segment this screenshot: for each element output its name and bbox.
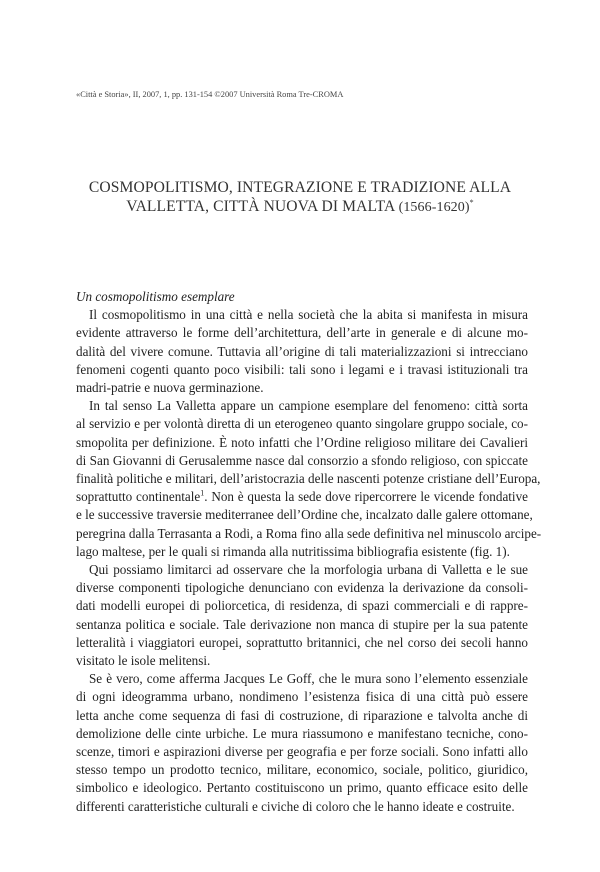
text-line: di ogni ideogramma urbano, nondimeno l’esistenza fisica di una città può essere [76, 689, 528, 705]
article-title [60, 178, 540, 217]
text-line: demolizione delle cinte urbiche. Le mura riassumono e manifestano tecniche, cono- [76, 725, 528, 741]
text-line: di San Giovanni di Gerusalemme nasce dal consorzio a sfondo religioso, con spiccate [76, 452, 528, 468]
paragraph-3 [76, 561, 528, 670]
text-line: Se è vero, come afferma Jacques Le Goff, che le mura sono l’elemento essenziale [89, 671, 528, 687]
text-line: Qui possiamo limitarci ad osservare che la morfologia urbana di Valletta e le sue [89, 562, 528, 578]
running-header: «Città e Storia», II, 2007, 1, pp. 131-154 ©2007 Università Roma Tre-CROMA [76, 90, 344, 99]
text-segment: . Non è questa la sede dove ripercorrere le vicende fondative [204, 489, 528, 505]
text-line: fenomeni cogenti quanto poco visibili: tali sono i legami e i travasi istituzionali tra [76, 361, 528, 377]
text-line: dalità del vivere comune. Tuttavia all’origine di tali materializzazioni si intrecciano [76, 343, 528, 359]
paragraph-2 [76, 397, 542, 561]
section-heading: Un cosmopolitismo esemplare [76, 289, 235, 304]
text-line: visitato le isole melitensi. [76, 653, 211, 669]
paragraph-4 [76, 670, 528, 816]
text-line: sentanza politica e sociale. Tale derivazione non manca di stupire per la sua patente [76, 616, 528, 632]
text-line: peregrina dalla Terrasanta a Rodi, a Roma fino alla sede definitiva nel minuscolo arcipe- [76, 525, 542, 541]
text-line: madri-patrie e nuova germinazione. [76, 380, 264, 396]
title-dates: (1566-1620) [398, 200, 470, 215]
text-line: evidente attraverso le forme dell’architettura, dell’arte in generale e di alcune mo- [76, 325, 528, 341]
paragraph-1 [76, 306, 528, 397]
text-line: stesso tempo un prodotto tecnico, militare, economico, sociale, politico, giuridico, [76, 762, 528, 778]
text-line: smopolita per definizione. È noto infatti che l’Ordine religioso militare dei Cavalieri [76, 434, 528, 450]
text-line: letteralità i viaggiatori europei, soprattutto britannici, che nel corso dei secoli hanno [76, 634, 528, 650]
footnote-ref[interactable]: 1 [200, 488, 205, 498]
text-line: simbolico e ideologico. Pertanto costituiscono un primo, quanto efficace esito delle [76, 780, 528, 796]
text-line: al servizio e per volontà diretta di un eterogeneo quanto singolare gruppo sociale, co- [76, 416, 528, 432]
text-line: diverse componenti tipologiche denunciano con evidenza la derivazione da consoli- [76, 580, 528, 596]
text-line: In tal senso La Valletta appare un campione esemplare del fenomeno: città sorta [89, 398, 528, 414]
article-body [76, 288, 542, 816]
text-line: Il cosmopolitismo in una città e nella società che la abita si manifesta in misura [89, 307, 528, 323]
title-footnote-mark: * [469, 197, 474, 207]
title-line-2 [60, 197, 540, 217]
title-line-1: COSMOPOLITISMO, INTEGRAZIONE E TRADIZIONE ALLA [88, 179, 512, 196]
text-segment: soprattutto continentale [76, 489, 201, 505]
title-line-2-main: VALLETTA, CITTÀ NUOVA DI MALTA [126, 198, 395, 215]
text-line: finalità politiche e militari, dell’aristocrazia delle nascenti potenze cristiane dell’Europa, [76, 471, 541, 487]
text-line-with-footnote [76, 488, 528, 506]
text-line: scenze, timori e aspirazioni diverse per geografia e per forze sociali. Sono infatti allo [76, 744, 528, 760]
text-line: lago maltese, per le quali si rimanda alla nutritissima bibliografia esistente (fig. 1). [76, 543, 510, 559]
text-line: dati modelli europei di poliorcetica, di residenza, di spazi commerciali e di rappre- [76, 598, 528, 614]
text-line: letta anche come sequenza di fasi di costruzione, di riparazione e talvolta anche di [76, 707, 528, 723]
text-line: differenti caratteristiche culturali e civiche di coloro che le hanno ideate e costruite. [76, 798, 515, 814]
text-line: e le successive traversie mediterranee dell’Ordine che, incalzato dalle galere ottomane, [76, 507, 533, 523]
